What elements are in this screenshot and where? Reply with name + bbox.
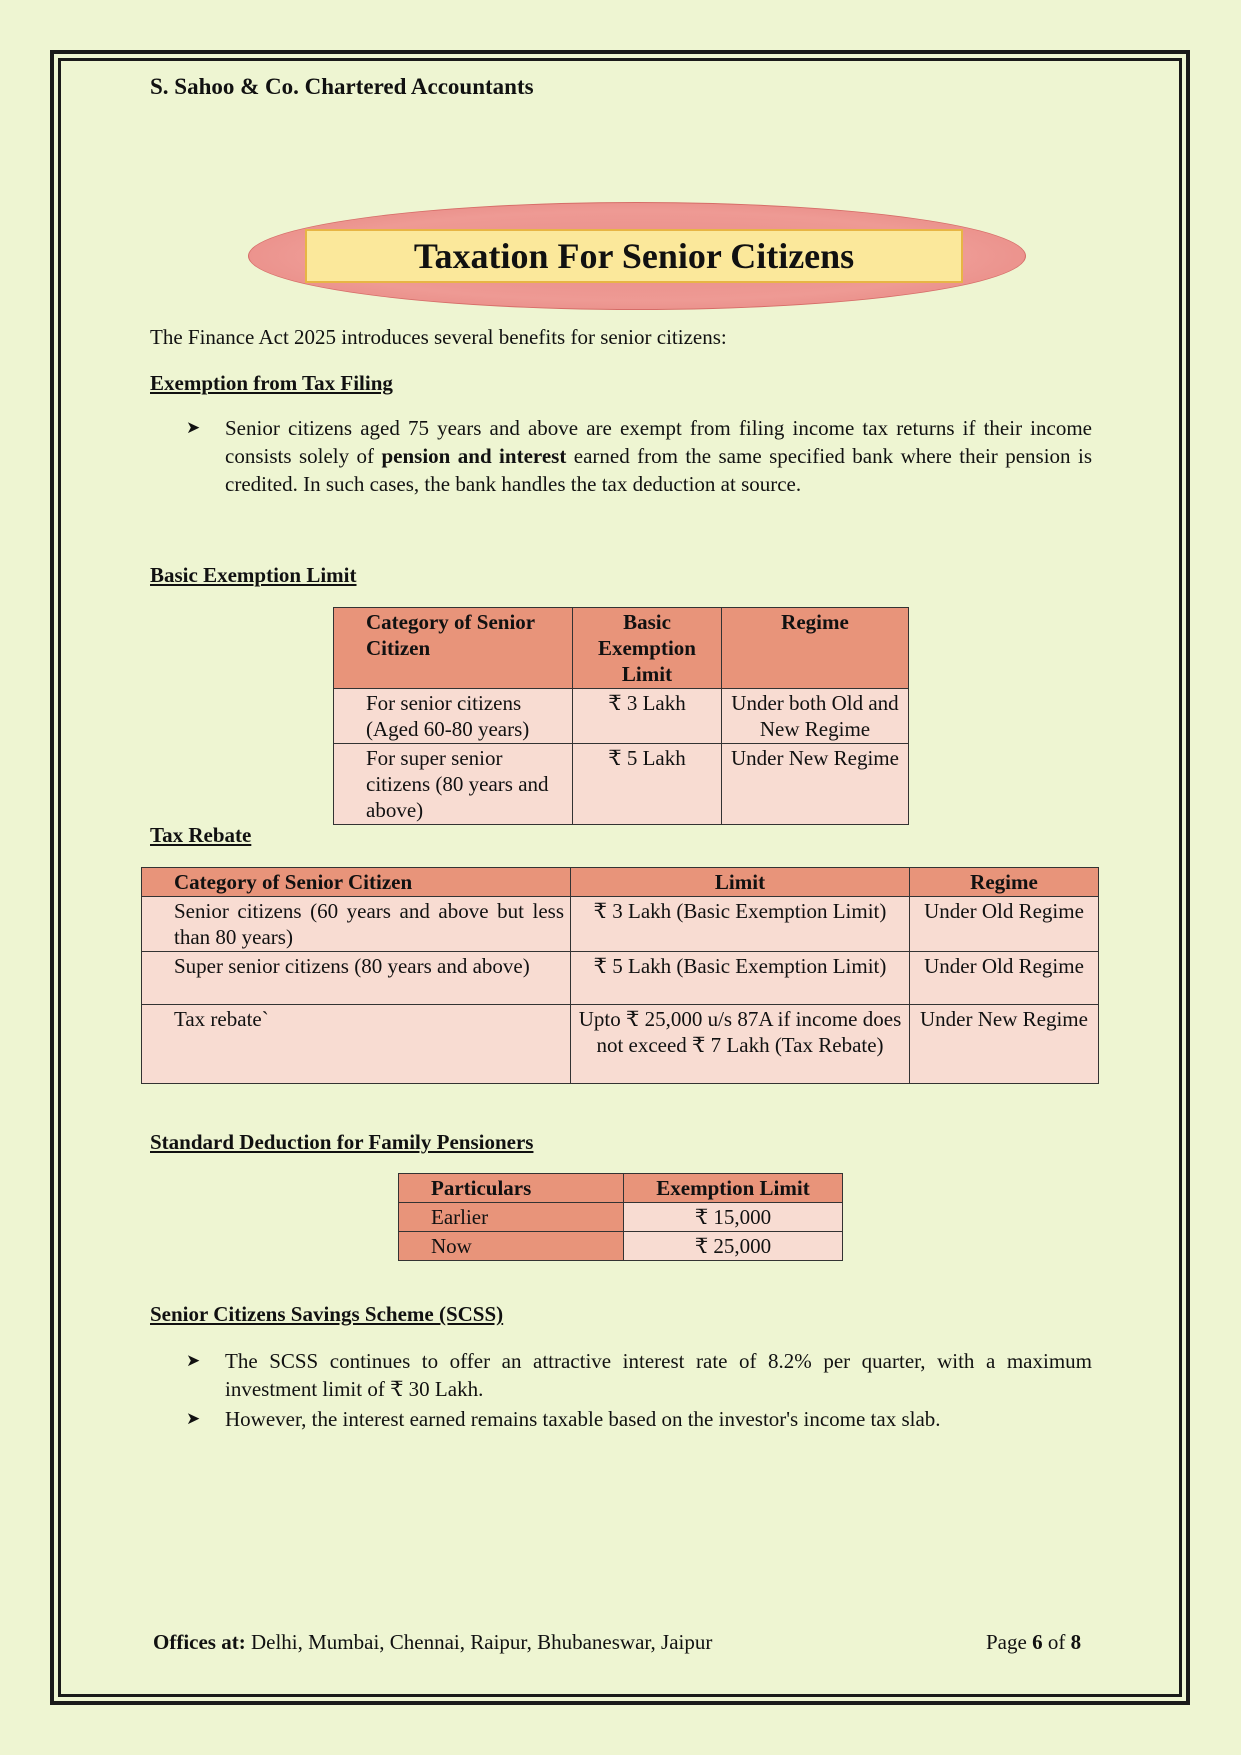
table-cell: Under both Old and New Regime [722,689,909,744]
table-header-row [399,1174,843,1203]
table-row [142,1005,1099,1084]
column-header: Regime [910,868,1099,897]
firm-header: S. Sahoo & Co. Chartered Accountants [150,74,534,99]
footer-offices: Offices at: Delhi, Mumbai, Chennai, Raipur, Bhubaneswar, Jaipur [153,1630,713,1654]
table-row [334,744,909,825]
intro-text: The Finance Act 2025 introduces several benefits for senior citizens: [150,325,727,349]
column-header: Basic Exemption Limit [573,608,722,689]
exemption-bullets [150,414,1092,500]
column-header: Category of Senior Citizen [142,868,571,897]
list-item: ➤ The SCSS continues to offer an attractive interest rate of 8.2% per quarter, with a maximum investment limit of ₹ 30 Lakh. [186,1349,1092,1401]
table-cell: Under Old Regime [910,952,1099,1005]
table-cell: For super senior citizens (80 years and above) [334,744,573,825]
table-cell: ₹ 25,000 [624,1232,843,1261]
table-cell: Under Old Regime [910,897,1099,952]
table-cell: Now [399,1232,624,1261]
table-cell: Under New Regime [722,744,909,825]
arrow-bullet-icon: ➤ [186,1351,201,1370]
table-cell: Earlier [399,1203,624,1232]
tax-rebate-table [141,867,1099,1084]
column-header: Category of Senior Citizen [334,608,573,689]
table-cell: ₹ 5 Lakh (Basic Exemption Limit) [571,952,910,1005]
basic-exemption-table [333,607,909,825]
table-cell: ₹ 3 Lakh (Basic Exemption Limit) [571,897,910,952]
table-cell: Upto ₹ 25,000 u/s 87A if income does not exceed ₹ 7 Lakh (Tax Rebate) [571,1005,910,1084]
table-cell: Under New Regime [910,1005,1099,1084]
page-number: Page 6 of 8 [986,1630,1082,1654]
table-header-row [142,868,1099,897]
tax-rebate-heading: Tax Rebate [150,823,252,847]
table-row [334,689,909,744]
column-header: Exemption Limit [624,1174,843,1203]
list-item: ➤ However, the interest earned remains taxable based on the investor's income tax slab. [186,1407,941,1431]
table-cell: For senior citizens (Aged 60-80 years) [334,689,573,744]
table-row [142,952,1099,1005]
standard-deduction-table [398,1173,843,1261]
scss-heading: Senior Citizens Savings Scheme (SCSS) [150,1302,504,1326]
table-header-row [334,608,909,689]
table-cell: ₹ 5 Lakh [573,744,722,825]
table-row [142,897,1099,952]
arrow-bullet-icon: ➤ [186,418,201,437]
table-cell: ₹ 3 Lakh [573,689,722,744]
column-header: Regime [722,608,909,689]
table-cell: Tax rebate` [142,1005,571,1084]
table-row [399,1232,843,1261]
table-row [399,1203,843,1232]
basic-exemption-heading: Basic Exemption Limit [150,563,357,587]
standard-deduction-heading: Standard Deduction for Family Pensioners [150,1130,534,1154]
page-title: Taxation For Senior Citizens [305,229,963,283]
scss-bullets [150,1347,1092,1435]
table-cell: Super senior citizens (80 years and above) [142,952,571,1005]
table-cell: Senior citizens (60 years and above but less than 80 years) [142,897,571,952]
arrow-bullet-icon: ➤ [186,1409,201,1428]
column-header: Particulars [399,1174,624,1203]
column-header: Limit [571,868,910,897]
exemption-heading: Exemption from Tax Filing [150,371,393,395]
list-item: ➤ Senior citizens aged 75 years and above are exempt from filing income tax returns if their income consists solely of pension and interest earned from the same specified bank where their pension is credited. In such cases, the bank handles the tax deduction at source. [186,416,1092,496]
table-cell: ₹ 15,000 [624,1203,843,1232]
